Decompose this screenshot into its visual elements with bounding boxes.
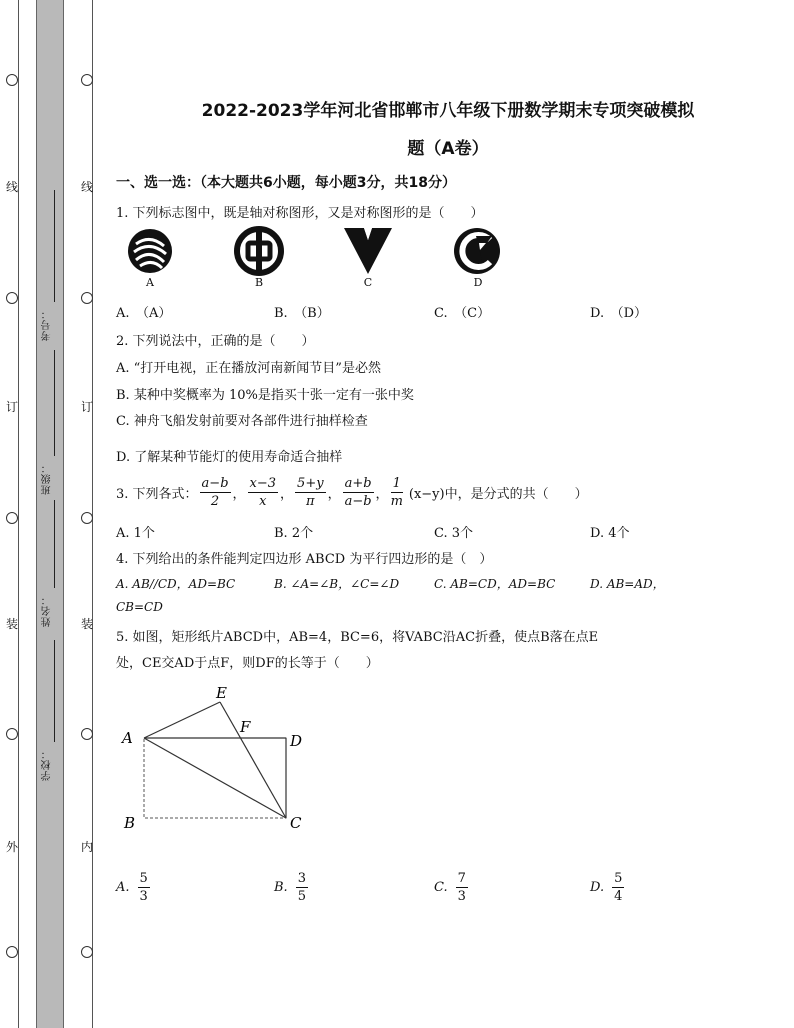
q5-option-c: C. $\frac{7}{3}$: [434, 871, 466, 904]
china-mobile-logo-icon: [126, 226, 174, 276]
field-blank: [54, 500, 55, 588]
logo-caption: C: [363, 276, 373, 289]
q3-option-c: C. 3个: [434, 526, 474, 541]
q3-option-a: A. 1个: [116, 526, 155, 541]
section-heading: 一、选一选：（本大题共6小题，每小题3分，共18分）: [116, 175, 456, 191]
point-label-b: B: [124, 814, 136, 832]
point-label-f: F: [240, 718, 251, 736]
q2-option-b: B. 某种中奖概率为 10%是指买十张一定有一张中奖: [116, 388, 414, 403]
point-label-e: E: [216, 684, 227, 702]
q3-fraction: $\frac{a+b}{a-b}$: [344, 475, 372, 509]
binding-margin: [0, 0, 100, 1028]
binding-hole: [6, 728, 18, 740]
q3-option-d: D. 4个: [590, 526, 630, 541]
q3-fraction: $\frac{1}{m}$: [390, 475, 403, 509]
q5-option-a: A. $\frac{5}{3}$: [116, 871, 148, 904]
binding-hole: [81, 728, 93, 740]
field-blank: [54, 350, 55, 456]
margin-char: 内: [80, 840, 93, 854]
binding-hole: [6, 946, 18, 958]
q1-option-b: B. （B）: [274, 306, 330, 321]
q4-option-c: C. AB=CD，AD=BC: [434, 577, 556, 591]
q1-option-c: C. （C）: [434, 306, 491, 321]
field-label-school: 学校：: [42, 748, 53, 781]
q3-prefix: 3. 下列各式：: [116, 486, 198, 502]
q5-option-d: D. $\frac{5}{4}$: [590, 871, 623, 904]
binding-hole: [81, 946, 93, 958]
binding-hole: [6, 292, 18, 304]
q3-fraction: $\frac{a-b}{2}$: [201, 475, 229, 509]
binding-hole: [81, 292, 93, 304]
q3-fraction: $\frac{x-3}{x}$: [249, 475, 277, 509]
margin-char: 装: [5, 617, 18, 631]
field-label-name: 姓名：: [42, 594, 53, 627]
q4-stem: 4. 下列给出的条件能判定四边形 ABCD 为平行四边形的是（ ）: [116, 552, 493, 567]
margin-char: 外: [5, 840, 18, 854]
field-label-class: 班级：: [42, 462, 53, 495]
exam-title-line1: 2022-2023学年河北省邯郸市八年级下册数学期末专项突破模拟: [201, 101, 695, 121]
segment-ec: [220, 702, 286, 818]
outer-cut-line: [18, 0, 19, 1028]
point-label-c: C: [290, 814, 302, 832]
q2-stem: 2. 下列说法中，正确的是（ ）: [116, 334, 315, 349]
q3-fraction: $\frac{5+y}{\pi}$: [297, 475, 324, 509]
q5-fold-diagram: [116, 680, 316, 840]
margin-char: 订: [80, 400, 93, 414]
q3-option-b: B. 2个: [274, 526, 314, 541]
field-blank: [54, 190, 55, 302]
binding-hole: [6, 512, 18, 524]
construction-bank-logo-icon: [452, 226, 502, 276]
q1-option-d: D. （D）: [590, 306, 648, 321]
diagonal-ac: [144, 738, 286, 818]
binding-hole: [81, 74, 93, 86]
margin-char: 线: [5, 180, 18, 194]
q1-option-a: A. （A）: [116, 306, 172, 321]
exam-title-line2: 题（A卷）: [407, 139, 489, 159]
q2-option-d: D. 了解某种节能灯的使用寿命适合抽样: [116, 450, 343, 465]
q2-option-a: A. “打开电视，正在播放河南新闻节目”是必然: [116, 361, 381, 376]
margin-char: 线: [80, 180, 93, 194]
point-label-d: D: [290, 732, 303, 750]
segment-ae: [144, 702, 220, 738]
triangle-logo-icon: [342, 226, 394, 276]
q2-option-c: C. 神舟飞船发射前要对各部件进行抽样检查: [116, 414, 368, 429]
bank-of-china-logo-icon: [234, 226, 284, 276]
q3-suffix: (x−y)中，是分式的共（ ）: [408, 486, 588, 502]
q5-stem-line1: 5. 如图，矩形纸片ABCD中，AB=4，BC=6，将VABC沿AC折叠，使点B落在点E: [116, 630, 599, 645]
margin-char: 装: [80, 617, 93, 631]
q4-option-b: B. ∠A=∠B，∠C=∠D: [274, 577, 400, 591]
q3-stem: 3. 下列各式： $\frac{a-b}{2}$ ， $\frac{x-3}{x}$ ， $\frac{5+y}{\pi}$ ， $\frac{a+b}{a-b}$ ， $\frac{1}{m}$ (x−y)中，是分式的共（ ）: [116, 475, 588, 509]
logo-caption: B: [254, 276, 264, 289]
binding-hole: [81, 512, 93, 524]
q4-option-a: A. AB//CD，AD=BC: [116, 577, 236, 591]
logo-caption: D: [473, 276, 483, 289]
field-label-exam-no: 考号：: [42, 308, 53, 341]
margin-bar: [36, 0, 64, 1028]
field-blank: [54, 640, 55, 742]
q4-option-d: D. AB=AD，: [590, 577, 665, 591]
logo-caption: A: [146, 276, 154, 289]
q4-option-d-cont: CB=CD: [116, 600, 163, 614]
binding-hole: [6, 74, 18, 86]
point-label-a: A: [122, 729, 133, 747]
q5-option-b: B. $\frac{3}{5}$: [274, 871, 306, 904]
margin-char: 订: [5, 400, 18, 414]
q1-stem: 1. 下列标志图中，既是轴对称图形，又是对称图形的是（ ）: [116, 206, 484, 221]
q5-stem-line2: 处，CE交AD于点F，则DF的长等于（ ）: [116, 656, 379, 671]
